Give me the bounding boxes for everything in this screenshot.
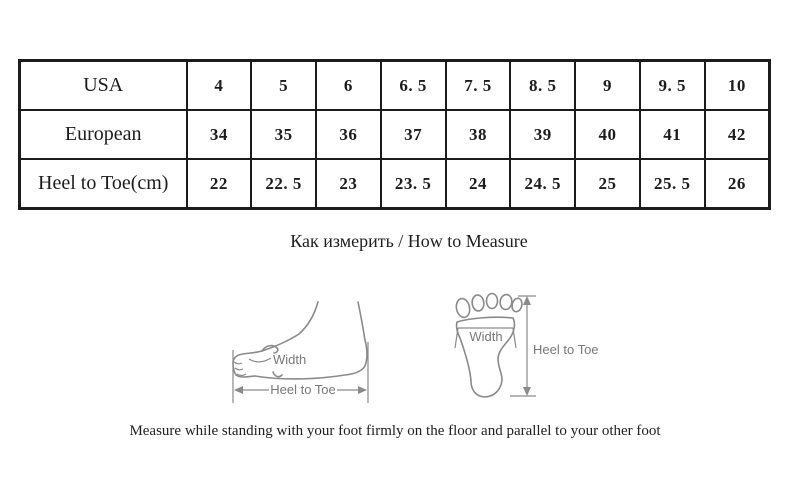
size-cell: 26	[705, 159, 770, 209]
size-cell: 7. 5	[446, 61, 511, 111]
toe-icon	[511, 297, 524, 313]
big-toe-icon	[455, 297, 472, 318]
heel-to-toe-label: Heel to Toe	[533, 342, 599, 357]
table-row-heel-to-toe	[20, 159, 770, 209]
size-cell: 4	[187, 61, 252, 111]
table-row-european	[20, 110, 770, 159]
size-cell: 37	[381, 110, 446, 159]
size-cell: 36	[316, 110, 381, 159]
size-cell: 22. 5	[251, 159, 316, 209]
toe-icon	[487, 294, 498, 309]
size-cell: 8. 5	[510, 61, 575, 111]
size-cell: 9	[575, 61, 640, 111]
size-cell: 40	[575, 110, 640, 159]
left-arrowhead-icon	[234, 386, 243, 394]
width-label: Width	[469, 329, 503, 344]
size-cell: 23	[316, 159, 381, 209]
width-label: Width	[273, 352, 307, 367]
toe-icon	[471, 294, 484, 311]
size-cell: 41	[640, 110, 705, 159]
measure-instruction: Measure while standing with your foot firmly on the floor and parallel to your other foot	[129, 423, 661, 439]
foot-side-view-diagram	[215, 282, 415, 407]
toe-icon	[499, 294, 512, 310]
size-cell: 25	[575, 159, 640, 209]
width-leader-line	[249, 358, 271, 362]
size-cell: 42	[705, 110, 770, 159]
top-arrowhead-icon	[523, 296, 531, 305]
size-cell: 24	[446, 159, 511, 209]
size-cell: 9. 5	[640, 61, 705, 111]
bottom-arrowhead-icon	[523, 387, 531, 396]
table-row-usa	[20, 61, 770, 111]
footprint-top-view-diagram	[440, 280, 665, 408]
foot-side-outline-icon	[233, 302, 367, 379]
heel-to-toe-label: Heel to Toe	[270, 382, 336, 397]
size-cell: 10	[705, 61, 770, 111]
size-table	[18, 59, 771, 210]
size-cell: 6. 5	[381, 61, 446, 111]
size-cell: 24. 5	[510, 159, 575, 209]
sole-notch-icon	[273, 372, 282, 377]
size-cell: 25. 5	[640, 159, 705, 209]
size-cell: 39	[510, 110, 575, 159]
size-cell: 5	[251, 61, 316, 111]
size-cell: 22	[187, 159, 252, 209]
row-label-usa: USA	[20, 61, 187, 111]
right-arrowhead-icon	[358, 386, 367, 394]
how-to-measure-heading: Как измерить / How to Measure	[290, 231, 528, 251]
size-cell: 34	[187, 110, 252, 159]
row-label-european: European	[20, 110, 187, 159]
size-cell: 6	[316, 61, 381, 111]
row-label-heel-to-toe: Heel to Toe(cm)	[20, 159, 187, 209]
size-cell: 35	[251, 110, 316, 159]
size-cell: 38	[446, 110, 511, 159]
size-cell: 23. 5	[381, 159, 446, 209]
